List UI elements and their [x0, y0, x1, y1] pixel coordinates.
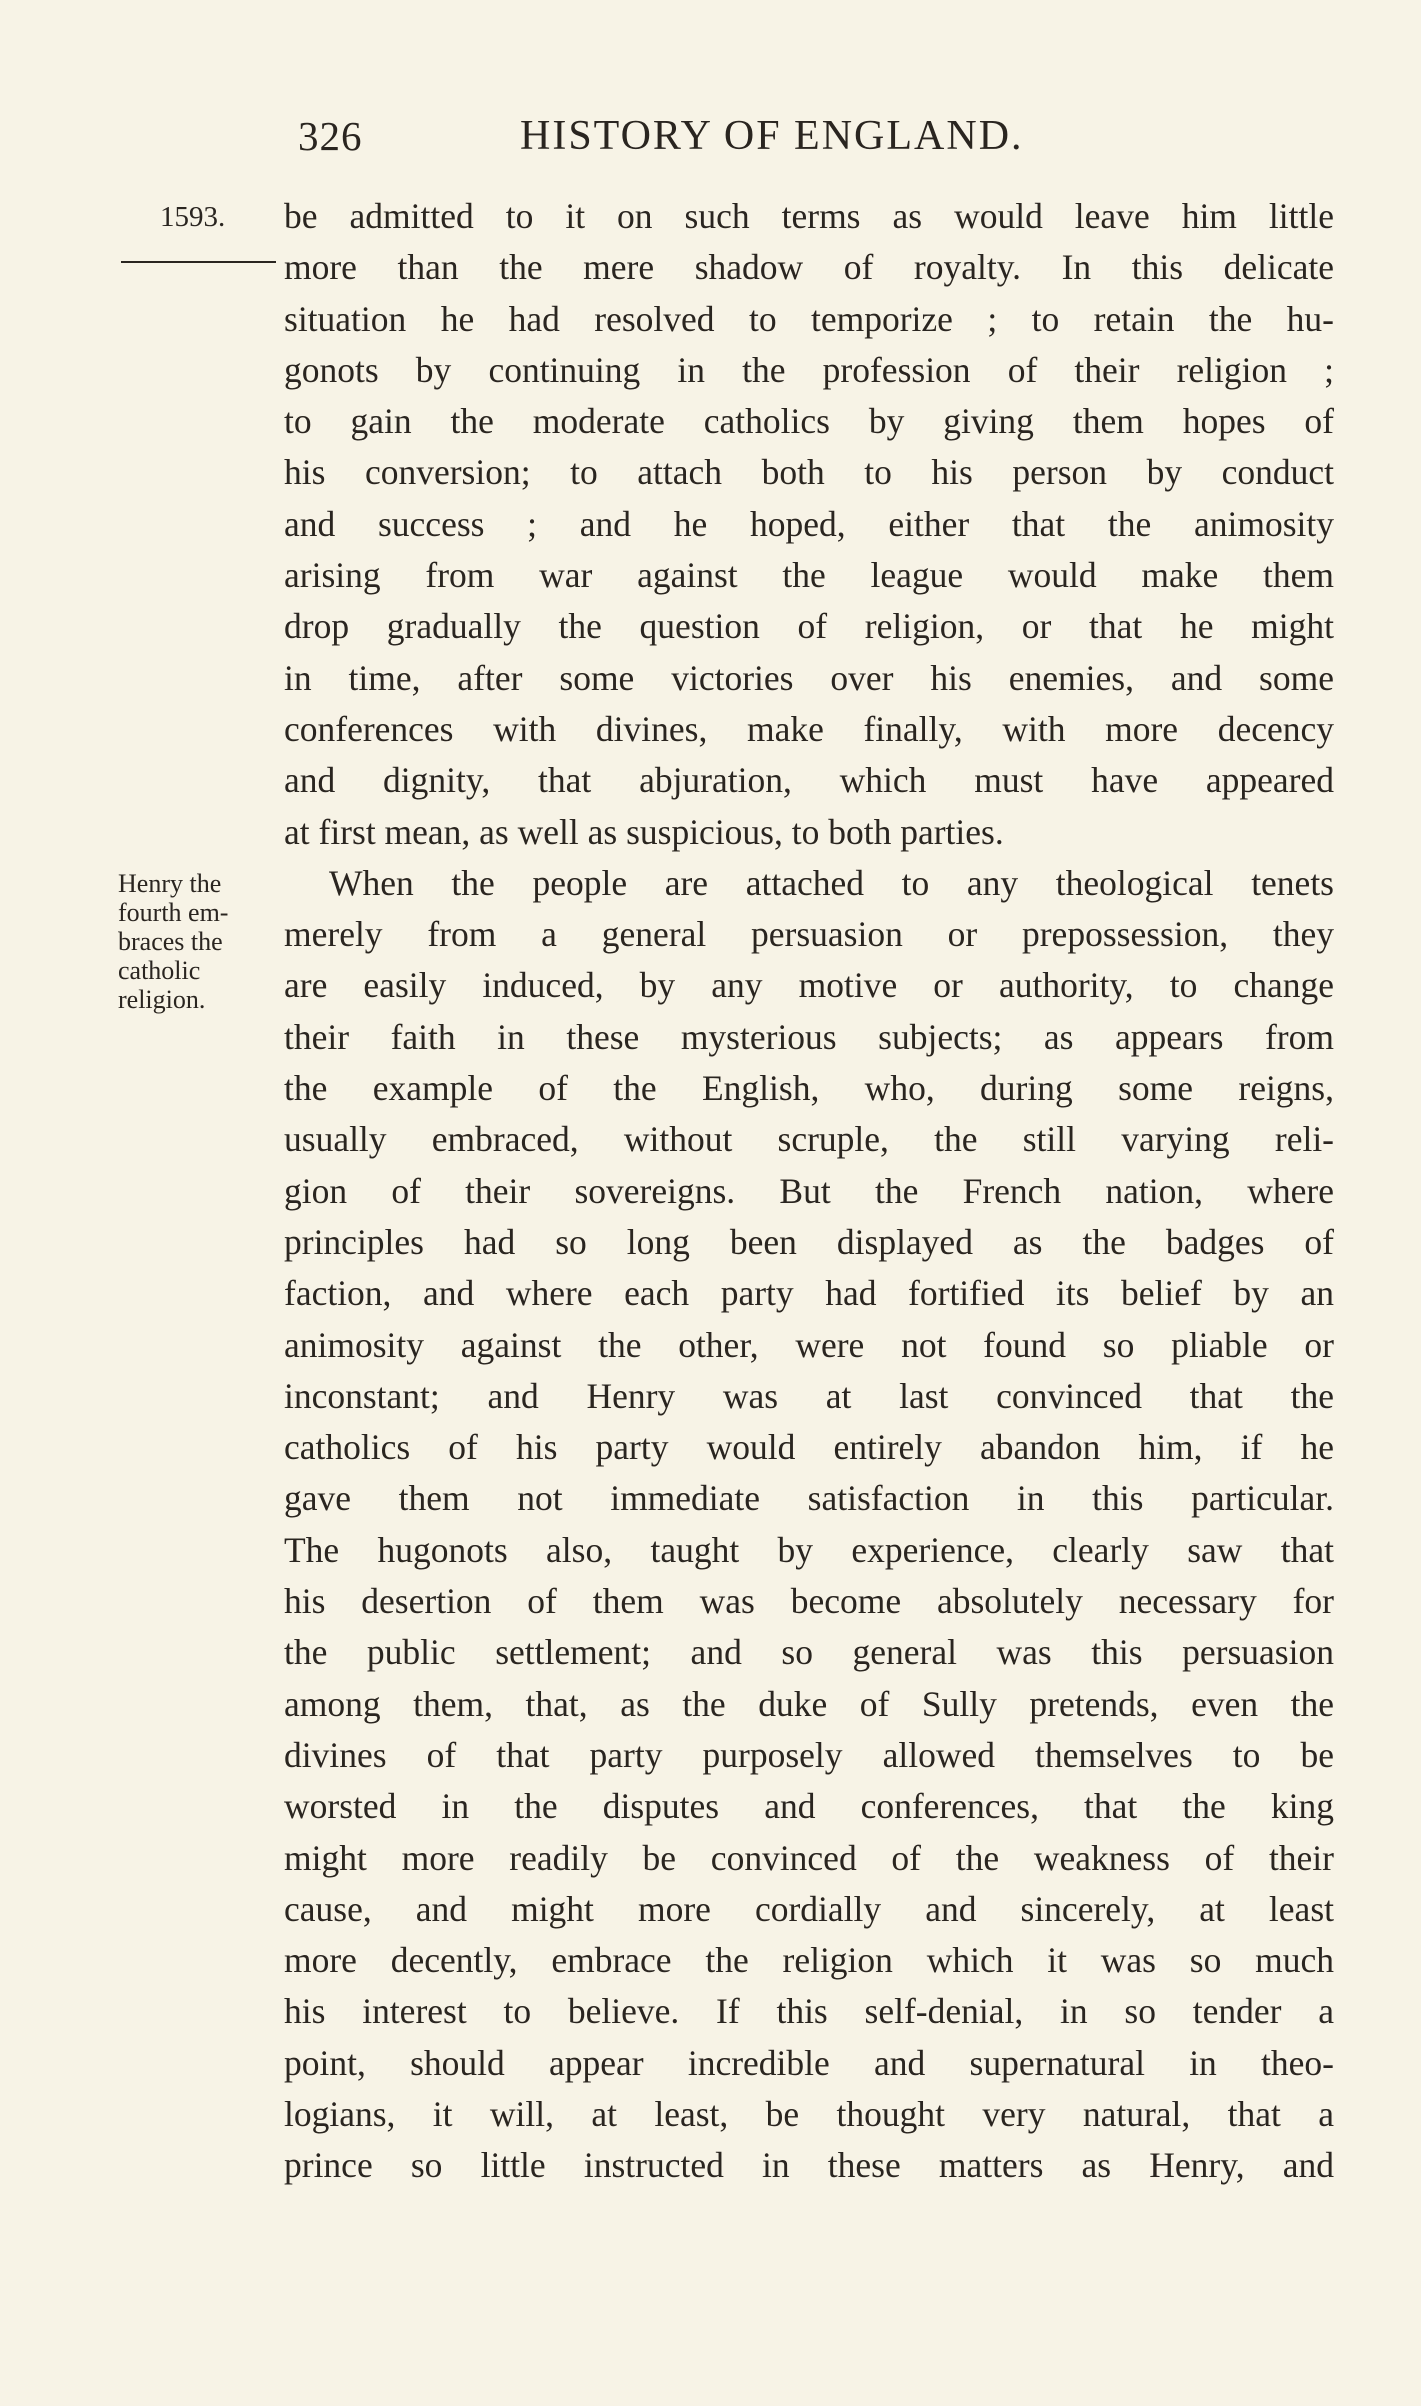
text-line: his interest to believe. If this self-denial, in so tender a [284, 1991, 1334, 2032]
text-line: and dignity, that abjuration, which must have appeared [284, 760, 1334, 801]
text-line: logians, it will, at least, be thought very natural, that a [284, 2093, 1334, 2134]
text-line: point, should appear incredible and supernatural in theo- [284, 2042, 1334, 2083]
margin-year: 1593. [160, 201, 226, 233]
text-line: inconstant; and Henry was at last convinced that the [284, 1375, 1334, 1416]
text-line: merely from a general persuasion or prepossession, they [284, 914, 1334, 955]
text-line: at first mean, as well as suspicious, to both parties. [284, 811, 1004, 852]
running-head [0, 112, 1421, 172]
text-line: the public settlement; and so general was this persuasion [284, 1632, 1334, 1673]
margin-note-line: Henry the [118, 869, 222, 898]
text-line: in time, after some victories over his enemies, and some [284, 657, 1334, 698]
margin-note-line: catholic [118, 956, 201, 985]
text-line: usually embraced, without scruple, the still varying reli- [284, 1119, 1334, 1160]
page-number: 326 [298, 113, 363, 159]
text-line: gion of their sovereigns. But the French nation, where [284, 1170, 1334, 1211]
text-line: the example of the English, who, during some reigns, [284, 1068, 1334, 1109]
text-line: his conversion; to attach both to his person by conduct [284, 452, 1334, 493]
margin-note [118, 869, 278, 1014]
text-line: drop gradually the question of religion, or that he might [284, 606, 1334, 647]
text-line: worsted in the disputes and conferences, that the king [284, 1786, 1334, 1827]
text-line: are easily induced, by any motive or authority, to change [284, 965, 1334, 1006]
text-line: principles had so long been displayed as the badges of [284, 1221, 1334, 1262]
text-line: more decently, embrace the religion which it was so much [284, 1940, 1334, 1981]
year-rule-divider [121, 261, 276, 263]
text-line: and success ; and he hoped, either that the animosity [284, 503, 1334, 544]
text-line: catholics of his party would entirely abandon him, if he [284, 1427, 1334, 1468]
text-line: be admitted to it on such terms as would leave him little [284, 196, 1334, 236]
text-line: prince so little instructed in these matters as Henry, and [284, 2145, 1334, 2186]
text-line: situation he had resolved to temporize ; to retain the hu- [284, 298, 1334, 339]
text-line: their faith in these mysterious subjects; as appears from [284, 1016, 1334, 1057]
margin-note-line: fourth em- [118, 898, 229, 927]
text-line: divines of that party purposely allowed themselves to be [284, 1734, 1334, 1775]
text-line: faction, and where each party had fortified its belief by an [284, 1273, 1334, 1314]
text-line: arising from war against the league would make them [284, 555, 1334, 596]
body-text [284, 191, 1334, 2192]
text-line: cause, and might more cordially and sincerely, at least [284, 1888, 1334, 1929]
text-line: gave them not immediate satisfaction in this particular. [284, 1478, 1334, 1519]
margin-note-line: religion. [118, 985, 206, 1014]
text-line: to gain the moderate catholics by giving them hopes of [284, 401, 1334, 442]
text-line: might more readily be convinced of the weakness of their [284, 1837, 1334, 1878]
text-line: among them, that, as the duke of Sully pretends, even the [284, 1683, 1334, 1724]
margin-note-line: braces the [118, 927, 223, 956]
text-line: more than the mere shadow of royalty. In this delicate [284, 247, 1334, 288]
text-line: When the people are attached to any theological tenets [329, 862, 1334, 903]
text-line: animosity against the other, were not found so pliable or [284, 1324, 1334, 1365]
text-line: gonots by continuing in the profession of their religion ; [284, 349, 1334, 390]
text-line: his desertion of them was become absolutely necessary for [284, 1581, 1334, 1622]
running-title: HISTORY OF ENGLAND. [520, 113, 1024, 159]
text-line: The hugonots also, taught by experience, clearly saw that [284, 1529, 1334, 1570]
text-line: conferences with divines, make finally, with more decency [284, 708, 1334, 749]
